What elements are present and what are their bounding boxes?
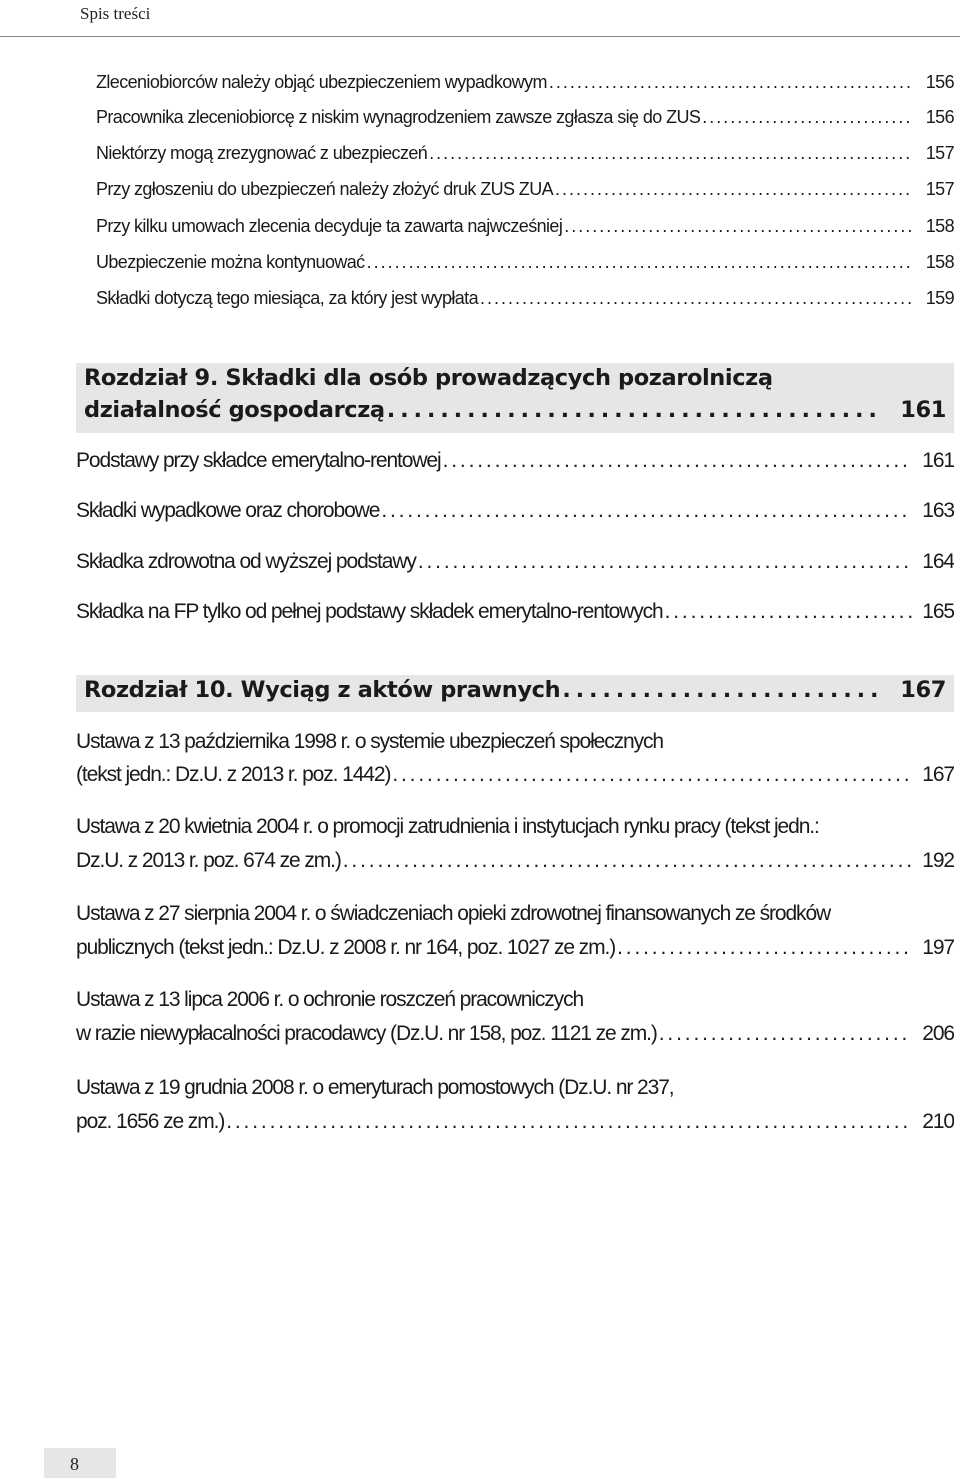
toc-entry[interactable] [76, 1076, 954, 1134]
toc-entry-title: Składka na FP tylko od pełnej podstawy składek emerytalno-rentowych [76, 600, 663, 623]
leader-dots [659, 1022, 912, 1046]
leader-dots [387, 397, 884, 423]
toc-entry[interactable] [76, 550, 954, 574]
toc-entry-title-line1: Ustawa z 19 grudnia 2008 r. o emeryturach pomostowych (Dz.U. nr 237, [76, 1076, 674, 1099]
toc-entry-page: 158 [925, 216, 954, 236]
toc-entry-title-line2: Dz.U. z 2013 r. poz. 674 ze zm.) [76, 849, 341, 872]
toc-entry-title: Składka zdrowotna od wyższej podstawy [76, 550, 416, 573]
toc-entry-title: Niektórzy mogą zrezygnować z ubezpieczeń [96, 143, 428, 163]
leader-dots [429, 143, 912, 164]
leader-dots [381, 499, 912, 523]
toc-entry-page: 163 [922, 499, 954, 522]
toc-entry-title-line2: publicznych (tekst jedn.: Dz.U. z 2008 r. nr 164, poz. 1027 ze zm.) [76, 936, 616, 959]
toc-entry-title-line1: Ustawa z 20 kwietnia 2004 r. o promocji zatrudnienia i instytucjach rynku pracy (tekst jedn.: [76, 815, 819, 838]
toc-entry[interactable] [96, 143, 954, 164]
leader-dots [549, 72, 912, 93]
toc-entry-title-line1: Ustawa z 13 lipca 2006 r. o ochronie roszczeń pracowniczych [76, 988, 584, 1011]
chapter-title-row [84, 677, 946, 703]
toc-entry[interactable] [76, 600, 954, 624]
toc-entry-title: Składki dotyczą tego miesiąca, za który jest wypłata [96, 288, 478, 308]
leader-dots [564, 216, 912, 237]
toc-entry-title: Pracownika zleceniobiorcę z niskim wynagrodzeniem zawsze zgłasza się do ZUS [96, 107, 701, 127]
toc-entry-title-line1: Ustawa z 27 sierpnia 2004 r. o świadczeniach opieki zdrowotnej finansowanych ze środków [76, 902, 831, 925]
toc-entry-page: 165 [922, 600, 954, 623]
toc-entry[interactable] [96, 107, 954, 128]
toc-entry-page: 161 [922, 449, 954, 472]
toc-entry-page: 156 [925, 72, 954, 92]
toc-entry-page: 210 [922, 1110, 954, 1133]
toc-entry-line2-row [76, 1022, 954, 1046]
page-number-box [44, 1448, 116, 1478]
toc-entry-page: 164 [922, 550, 954, 573]
toc-entry-page: 157 [925, 143, 954, 163]
toc-entry[interactable] [76, 449, 954, 473]
leader-dots [418, 550, 912, 574]
toc-entry-line2-row [76, 1110, 954, 1134]
toc-entry-line2-row [76, 763, 954, 787]
toc-entry-line2-row [76, 936, 954, 960]
leader-dots [702, 107, 912, 128]
toc-entry-title-line2: w razie niewypłacalności pracodawcy (Dz.U. nr 158, poz. 1121 ze zm.) [76, 1022, 657, 1045]
header-rule [0, 36, 960, 37]
chapter-page: 167 [900, 677, 946, 703]
toc-entry[interactable] [76, 988, 954, 1046]
toc-entry-page: 197 [922, 936, 954, 959]
chapter-title-line2: działalność gospodarczą [84, 397, 385, 423]
toc-entry-line2-row [76, 849, 954, 873]
toc-entry[interactable] [76, 499, 954, 523]
toc-entry[interactable] [76, 815, 954, 873]
page-number: 8 [70, 1454, 79, 1474]
leader-dots [392, 763, 912, 787]
toc-entry-title: Składki wypadkowe oraz chorobowe [76, 499, 380, 522]
leader-dots [665, 600, 912, 624]
toc-entry[interactable] [96, 216, 954, 237]
leader-dots [617, 936, 912, 960]
leader-dots [480, 288, 912, 309]
running-header-title: Spis treści [80, 4, 151, 23]
chapter-title: Rozdział 10. Wyciąg z aktów prawnych [84, 677, 561, 703]
toc-entry-page: 206 [922, 1022, 954, 1045]
toc-entry-title: Przy kilku umowach zlecenia decyduje ta zawarta najwcześniej [96, 216, 563, 236]
leader-dots [443, 449, 912, 473]
toc-entry-page: 157 [925, 179, 954, 199]
toc-entry[interactable] [76, 730, 954, 787]
chapter-heading-9[interactable] [76, 363, 954, 433]
toc-entry[interactable] [96, 72, 954, 93]
toc-entry-title-line2: poz. 1656 ze zm.) [76, 1110, 225, 1133]
toc-entry-title-line2: (tekst jedn.: Dz.U. z 2013 r. poz. 1442) [76, 763, 391, 786]
toc-entry[interactable] [76, 902, 954, 960]
toc-entry-title: Przy zgłoszeniu do ubezpieczeń należy złożyć druk ZUS ZUA [96, 179, 554, 199]
toc-entry-title-line1: Ustawa z 13 października 1998 r. o systemie ubezpieczeń społecznych [76, 730, 663, 753]
toc-entry-title: Zleceniobiorców należy objąć ubezpieczeniem wypadkowym [96, 72, 547, 92]
chapter-page: 161 [900, 397, 946, 423]
leader-dots [562, 677, 884, 703]
toc-entry-page: 156 [925, 107, 954, 127]
toc-entry[interactable] [96, 252, 954, 273]
toc-entry-page: 159 [925, 288, 954, 308]
toc-entry-page: 158 [925, 252, 954, 272]
leader-dots [343, 849, 912, 873]
leader-dots [555, 179, 912, 200]
toc-entry-title: Ubezpieczenie można kontynuować [96, 252, 365, 272]
toc-entry-title: Podstawy przy składce emerytalno-rentowej [76, 449, 441, 472]
leader-dots [226, 1110, 912, 1134]
chapter-title-line1: Rozdział 9. Składki dla osób prowadzących pozarolniczą [84, 365, 773, 391]
toc-entry-page: 192 [922, 849, 954, 872]
chapter-title-line2-row [84, 397, 946, 423]
toc-entry[interactable] [96, 179, 954, 200]
chapter-heading-10[interactable] [76, 675, 954, 712]
toc-entry[interactable] [96, 288, 954, 309]
toc-entry-page: 167 [922, 763, 954, 786]
leader-dots [367, 252, 912, 273]
